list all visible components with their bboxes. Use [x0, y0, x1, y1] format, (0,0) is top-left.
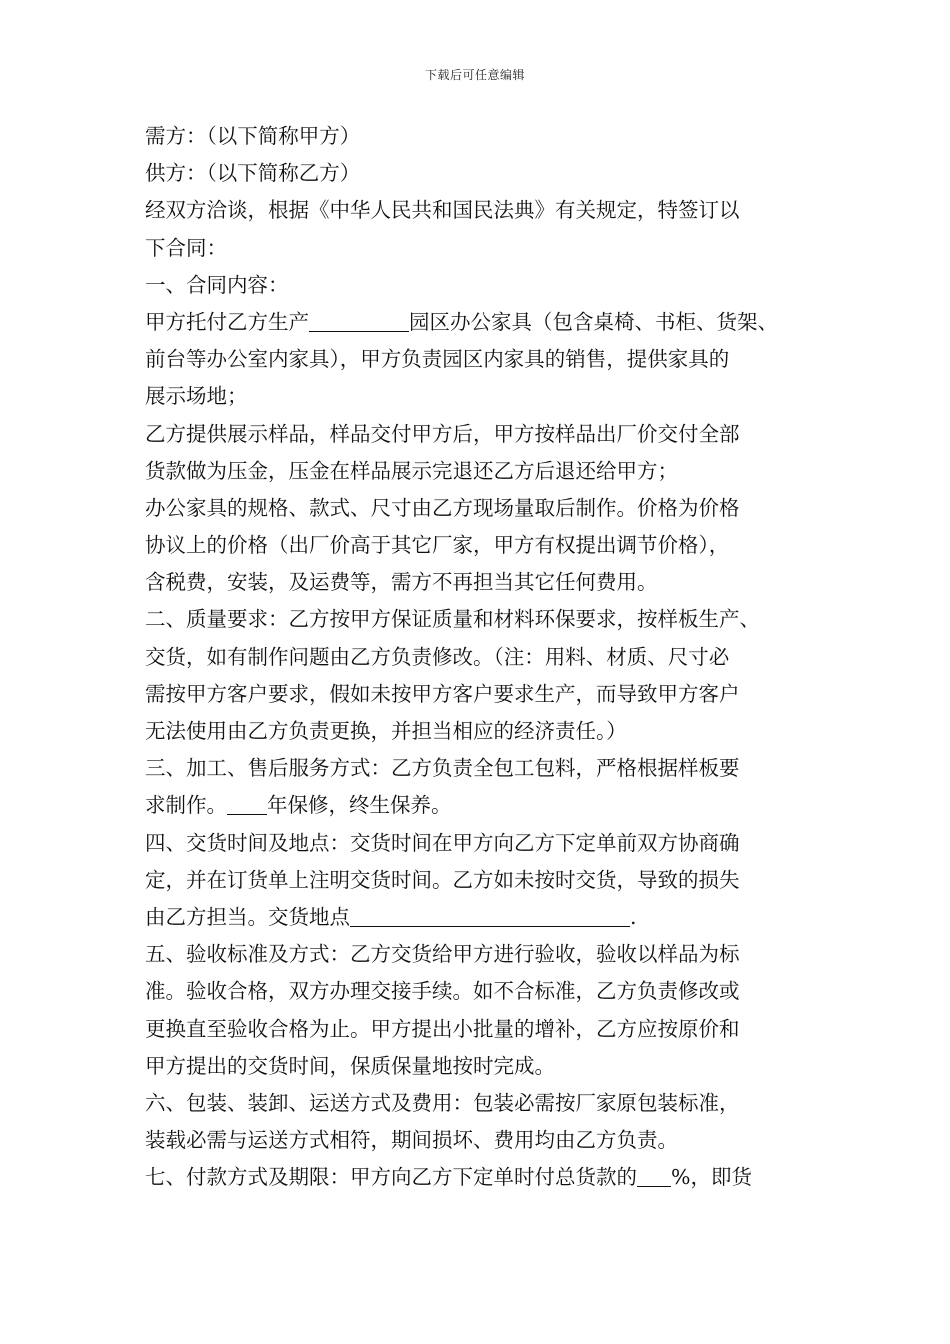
- contract-text: 求制作。: [145, 793, 227, 818]
- contract-line: [145, 416, 817, 453]
- contract-line: [145, 341, 817, 378]
- contract-text: 五、验收标准及方式：乙方交货给甲方进行验收，验收以样品为标: [145, 942, 740, 967]
- contract-text: 无法使用由乙方负责更换，并担当相应的经济责任。）: [145, 719, 627, 743]
- contract-line: [145, 1122, 817, 1159]
- contract-text: 经双方洽谈，根据《中华人民共和国民法典》有关规定，特签订以: [145, 198, 740, 223]
- contract-line: [145, 192, 817, 229]
- fill-in-blank: [227, 792, 267, 815]
- contract-text: 供方：（以下简称乙方）: [145, 161, 361, 186]
- contract-text: 办公家具的规格、款式、尺寸由乙方现场量取后制作。价格为价格: [145, 495, 740, 520]
- contract-line: [145, 639, 817, 676]
- contract-text: 需方：（以下简称甲方）: [145, 124, 361, 148]
- contract-text: 甲方提出的交货时间，保质保量地按时完成。: [145, 1053, 555, 1078]
- contract-text: 需按甲方客户要求，假如未按甲方客户要求生产，而导致甲方客户: [145, 681, 740, 706]
- contract-text: 一、合同内容：: [145, 272, 289, 297]
- fill-in-blank: [350, 904, 630, 927]
- contract-line: [145, 490, 817, 527]
- contract-text: 展示场地；: [145, 384, 248, 409]
- contract-line: [145, 601, 817, 638]
- contract-line: [145, 378, 817, 415]
- contract-line: [145, 527, 817, 564]
- contract-line: [145, 1048, 817, 1085]
- contract-line: [145, 1085, 817, 1122]
- contract-text: 含税费，安装，及运费等，需方不再担当其它任何费用。: [145, 570, 658, 595]
- contract-line: [145, 155, 817, 192]
- contract-text: 七、付款方式及期限：甲方向乙方下定单时付总货款的: [145, 1165, 637, 1190]
- contract-text: %，即货: [671, 1165, 752, 1190]
- contract-text: 六、包装、装卸、运送方式及费用：包装必需按厂家原包装标准，: [145, 1090, 740, 1115]
- contract-text: 乙方提供展示样品，样品交付甲方后，甲方按样品出厂价交付全部: [145, 421, 740, 446]
- contract-text: 货款做为压金，压金在样品展示完退还乙方后退还给甲方；: [145, 458, 678, 483]
- contract-text: 更换直至验收合格为止。甲方提出小批量的增补，乙方应按原价和: [145, 1016, 740, 1041]
- contract-line: [145, 676, 817, 713]
- contract-line: [145, 564, 817, 601]
- contract-line: [145, 1159, 817, 1196]
- contract-text: 协议上的价格（出厂价高于其它厂家，甲方有权提出调节价格），: [145, 533, 730, 558]
- contract-line: [145, 118, 817, 155]
- contract-text: 四、交货时间及地点：交货时间在甲方向乙方下定单前双方协商确: [145, 830, 740, 855]
- contract-text: 甲方托付乙方生产: [145, 309, 309, 334]
- contract-line: [145, 453, 817, 490]
- contract-text: 年保修，终生保养。: [267, 793, 452, 818]
- fill-in-blank: [637, 1164, 671, 1187]
- contract-text: .: [630, 904, 637, 929]
- contract-line: [145, 825, 817, 862]
- contract-line: [145, 230, 817, 267]
- page-header: 下载后可任意编辑: [424, 68, 525, 82]
- contract-line: [145, 973, 817, 1010]
- contract-text: 准。验收合格，双方办理交接手续。如不合标准，乙方负责修改或: [145, 979, 740, 1004]
- contract-body: [145, 118, 817, 1196]
- contract-text: 定，并在订货单上注明交货时间。乙方如未按时交货，导致的损失: [145, 867, 740, 892]
- contract-line: [145, 304, 817, 341]
- contract-text: 装载必需与运送方式相符，期间损坏、费用均由乙方负责。: [145, 1128, 678, 1153]
- contract-line: [145, 787, 817, 824]
- contract-line: [145, 750, 817, 787]
- contract-text: 由乙方担当。交货地点: [145, 904, 350, 929]
- contract-text: 二、质量要求：乙方按甲方保证质量和材料环保要求，按样板生产、: [145, 607, 760, 632]
- contract-line: [145, 267, 817, 304]
- contract-text: 交货，如有制作问题由乙方负责修改。（注：用料、材质、尺寸必: [145, 644, 730, 669]
- contract-line: [145, 1011, 817, 1048]
- contract-text: 三、加工、售后服务方式：乙方负责全包工包料，严格根据样板要: [145, 756, 740, 781]
- contract-line: [145, 936, 817, 973]
- fill-in-blank: [309, 309, 409, 332]
- contract-line: [145, 713, 817, 750]
- contract-line: [145, 862, 817, 899]
- contract-text: 前台等办公室内家具），甲方负责园区内家具的销售，提供家具的: [145, 347, 730, 372]
- contract-text: 下合同：: [145, 235, 227, 260]
- contract-line: [145, 899, 817, 936]
- contract-text: 园区办公家具（包含桌椅、书柜、货架、: [409, 309, 778, 334]
